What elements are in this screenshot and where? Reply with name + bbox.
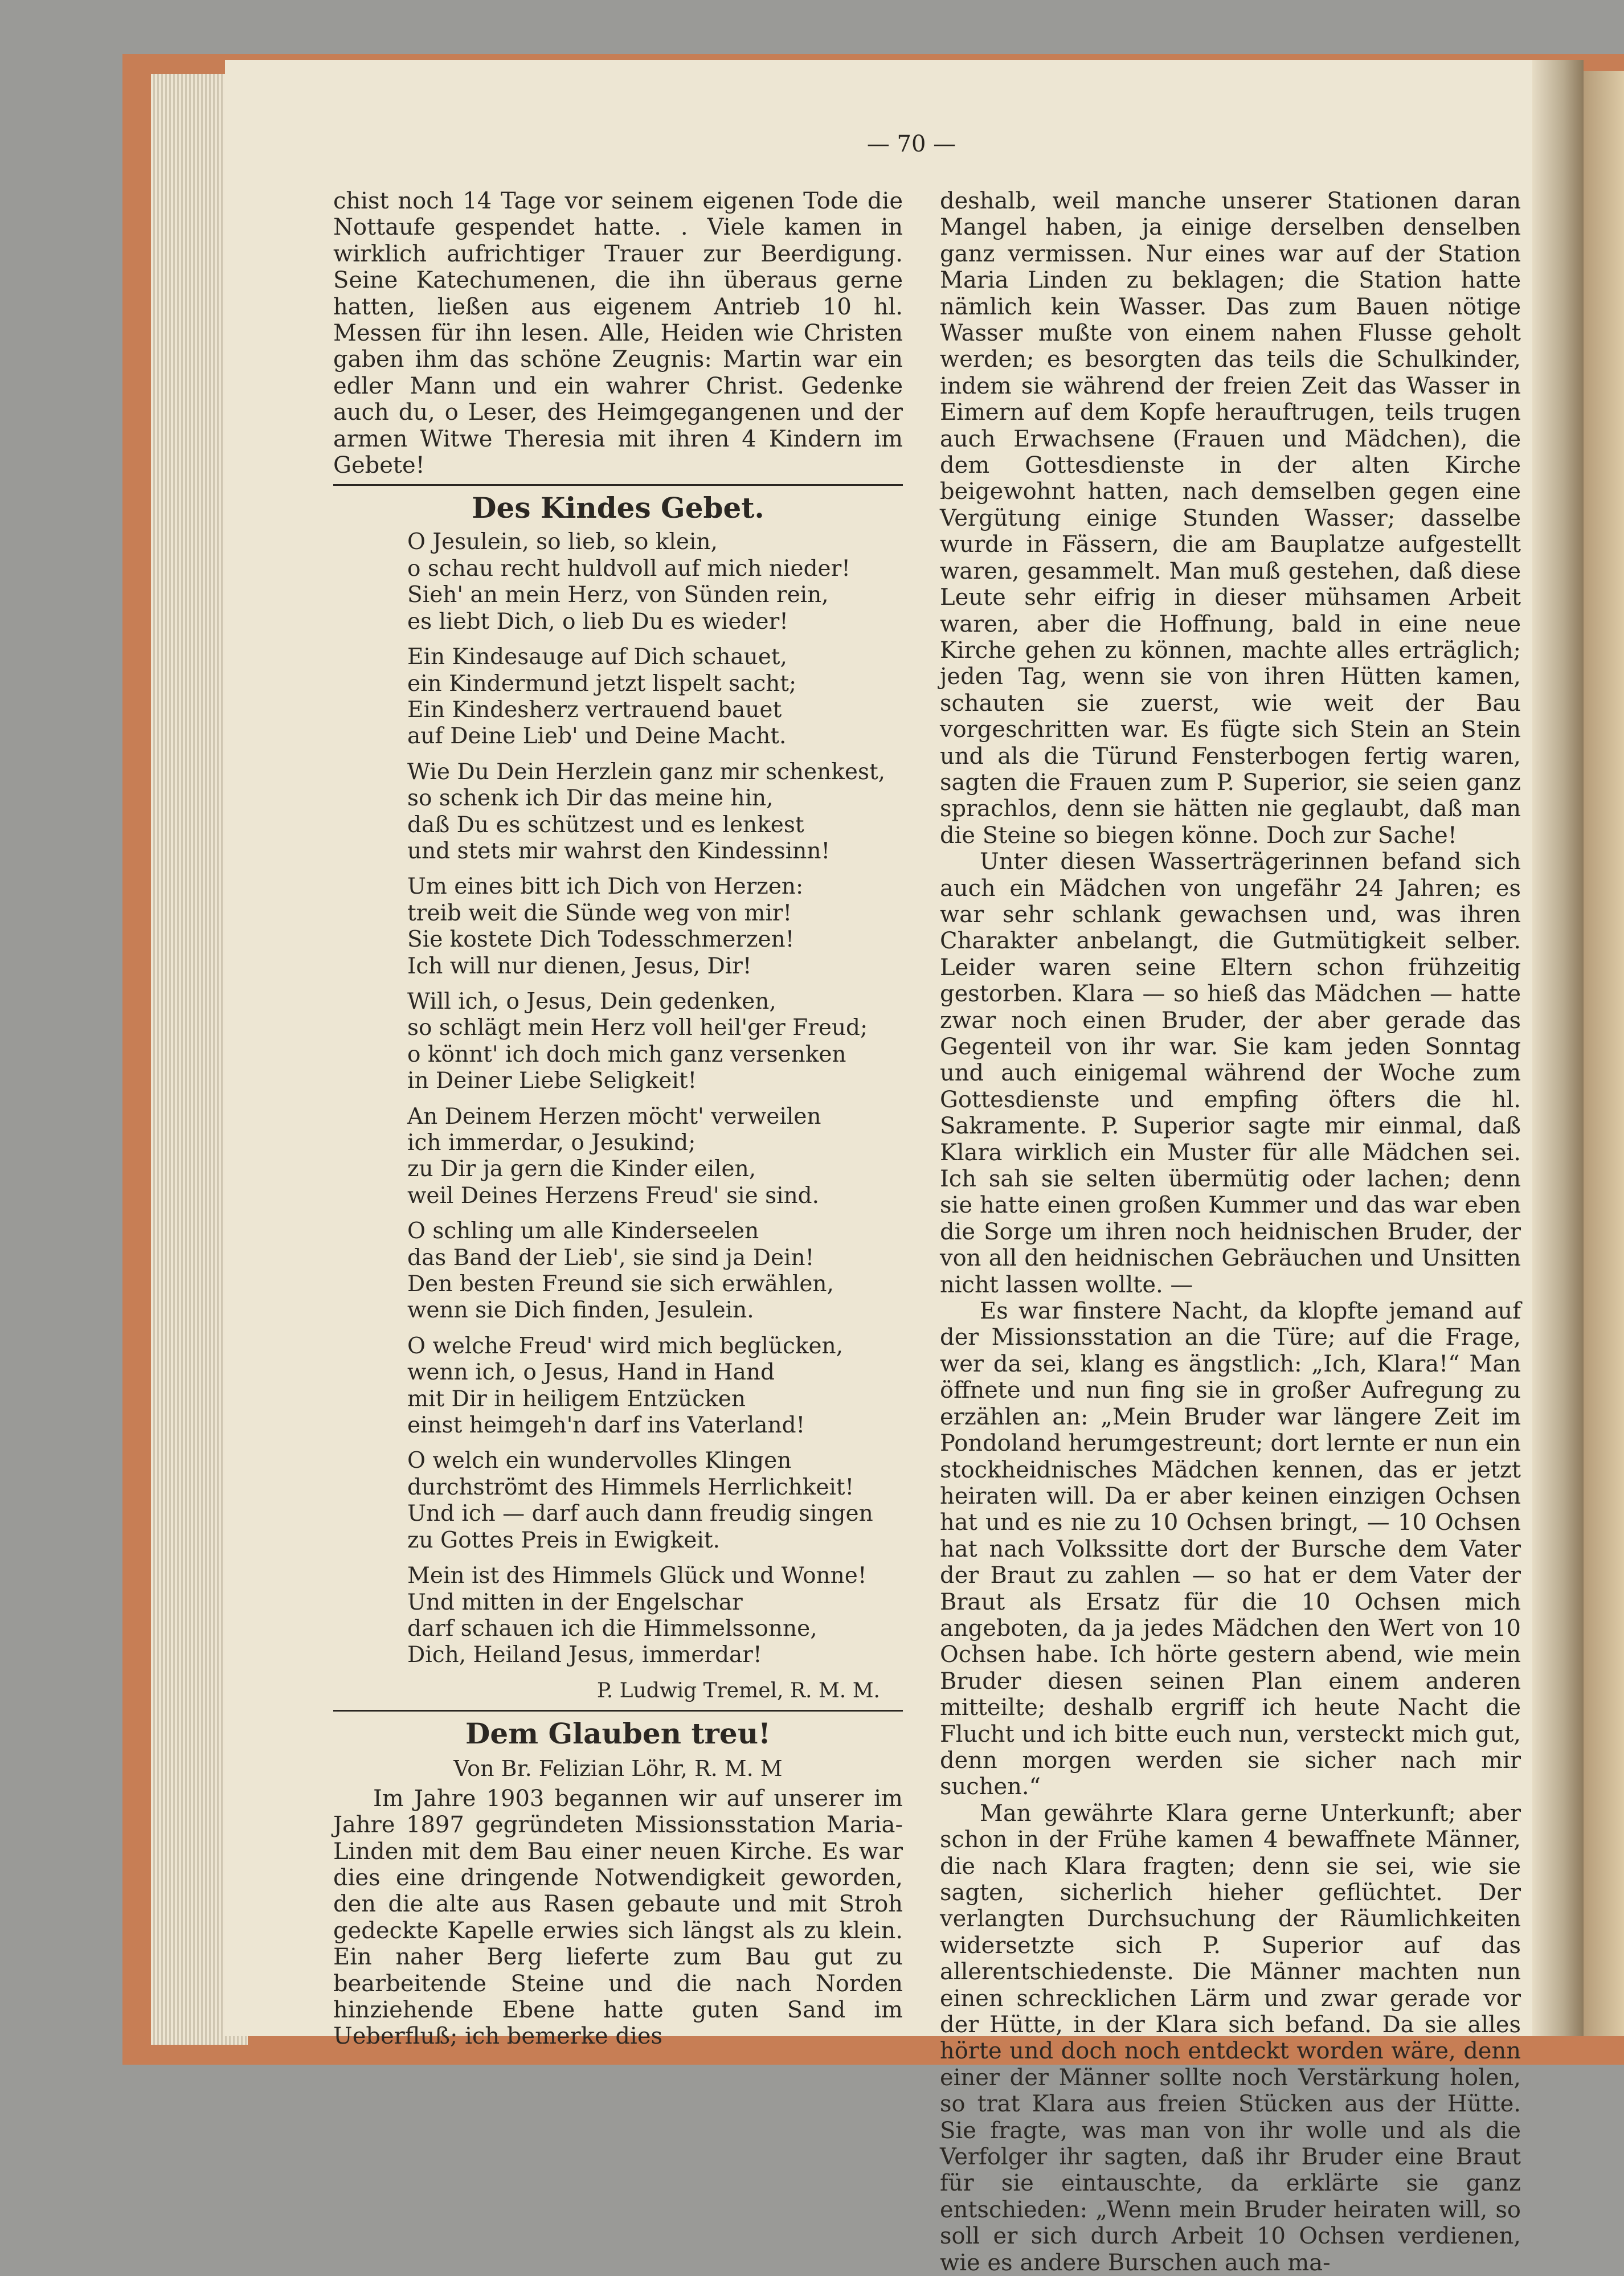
- poem-line: An Deinem Herzen möcht' verweilen: [407, 1103, 821, 1129]
- section-divider: [333, 1710, 903, 1712]
- poem-line: Und ich — darf auch dann freudig singen: [407, 1501, 873, 1527]
- poem-stanza: [407, 529, 903, 635]
- poem-stanza: [407, 1563, 903, 1669]
- page-number: — 70 —: [866, 131, 956, 157]
- poem-stanza: [407, 759, 903, 865]
- poem-line: so schenk ich Dir das meine hin,: [407, 785, 774, 812]
- poem-stanza: [407, 989, 903, 1095]
- poem-line: Den besten Freund sie sich erwählen,: [407, 1271, 834, 1297]
- poem-line: wenn ich, o Jesus, Hand in Hand: [407, 1360, 775, 1386]
- poem-line: O Jesulein, so lieb, so klein,: [407, 529, 718, 555]
- poem-line: daß Du es schützest und es lenkest: [407, 812, 804, 838]
- poem-signature: P. Ludwig Tremel, R. M. M.: [596, 1679, 880, 1702]
- poem-line: Dich, Heiland Jesus, immerdar!: [407, 1642, 762, 1668]
- poem-line: O welche Freud' wird mich beglücken,: [407, 1333, 844, 1359]
- article-title: Dem Glauben treu!: [465, 1716, 771, 1750]
- poem-line: o schau recht huldvoll auf mich nieder!: [407, 555, 850, 582]
- poem-line: es liebt Dich, o lieb Du es wieder!: [407, 608, 788, 635]
- poem-line: O welch ein wundervolles Klingen: [407, 1448, 792, 1474]
- left-column: [333, 188, 903, 2050]
- article-byline: Von Br. Felizian Löhr, R. M. M: [453, 1755, 783, 1781]
- poem-line: Wie Du Dein Herzlein ganz mir schenkest,: [407, 759, 886, 785]
- article-paragraph: Im Jahre 1903 begannen wir auf unserer im Jahre 1897 gegründeten Missionsstation Maria-Linden mit dem Bau einer neuen Kirche. Es war dies eine dringende Notwendigkeit geworden, den die alte aus Rasen gebaute und mit Stroh gedeckte Kapelle erwies sich längst als zu klein. Ein naher Berg lieferte zum Bau gut zu bearbeitende Steine und die nach Norden hinziehende Ebene hatte guten Sand im Ueberfluß; ich bemerke dies: [333, 1785, 903, 2050]
- article-paragraph: Es war finstere Nacht, da klopfte jemand auf der Missionsstation an die Türe; auf die Frage, wer da sei, klang es ängstlich: „Ich, Klara!“ Man öffnete und nun fing sie in großer Aufregung zu erzählen an: „Mein Bruder war längere Zeit im Pondoland herumgestreunt; dort lernte er nun ein stockheidnisches Mädchen kennen, das er jetzt heiraten will. Da er aber keinen einzigen Ochsen hat und es nie zu 10 Ochsen bringt, — 10 Ochsen hat nach Volkssitte dort der Bursche dem Vater der Braut zu zahlen — so hat er dem Vater der Braut als Ersatz für die 10 Ochsen mich angeboten, da ja jedes Mädchen den Wert von 10 Ochsen habe. Ich hörte gestern abend, wie mein Bruder diesen seinen Plan einem anderen mitteilte; deshalb ergriff ich heute Nacht die Flucht und ich bitte euch nun, versteckt mich gut, denn morgen werden sie sicher nach mir suchen.“: [940, 1298, 1521, 1800]
- poem-line: weil Deines Herzens Freud' sie sind.: [407, 1182, 820, 1209]
- obituary-paragraph: chist noch 14 Tage vor seinem eigenen Tode die Nottaufe gespendet hatte. . Viele kamen in wirklich aufrichtiger Trauer zur Beerdigung. Seine Katechumenen, die ihn überaus gerne hatten, ließen aus eigenem Antrieb 10 hl. Messen für ihn lesen. Alle, Heiden wie Christen gaben ihm das schöne Zeugnis: Martin war ein edler Mann und ein wahrer Christ. Gedenke auch du, o Leser, des Heimgegangenen und der armen Witwe Theresia mit ihren 4 Kindern im Gebete!: [333, 188, 903, 479]
- poem-line: Ein Kindesherz vertrauend bauet: [407, 697, 782, 723]
- poem-line: Sie kostete Dich Todesschmerzen!: [407, 927, 795, 953]
- poem-line: O schling um alle Kinderseelen: [407, 1218, 759, 1245]
- right-column: [940, 188, 1521, 2276]
- poem-line: durchströmt des Himmels Herrlichkeit!: [407, 1474, 854, 1500]
- poem-line: Und mitten in der Engelschar: [407, 1589, 743, 1615]
- poem-line: das Band der Lieb', sie sind ja Dein!: [407, 1245, 815, 1271]
- poem-line: Ein Kindesauge auf Dich schauet,: [407, 644, 787, 670]
- poem-line: ein Kindermund jetzt lispelt sacht;: [407, 670, 797, 697]
- facing-page-edge: [1584, 71, 1624, 2036]
- poem-line: ich immerdar, o Jesukind;: [407, 1130, 696, 1156]
- poem-line: Mein ist des Himmels Glück und Wonne!: [407, 1563, 867, 1589]
- article-paragraph: Unter diesen Wasserträgerinnen befand sich auch ein Mädchen von ungefähr 24 Jahren; es war sehr schlank gewachsen und, was ihren Charakter anbelangt, die Gutmütigkeit selber. Leider waren seine Eltern schon frühzeitig gestorben. Klara — so hieß das Mädchen — hatte zwar noch einen Bruder, der aber gerade das Gegenteil von ihr war. Sie kam jeden Sonntag und auch einigemal während der Woche zum Gottesdienste und empfing öfters die hl. Sakramente. P. Superior sagte mir einmal, daß Klara wirklich ein Muster für alle Mädchen sei. Ich sah sie selten übermütig oder lachen; denn sie hatte einen großen Kummer und das war eben die Sorge um ihren noch heidnischen Bruder, der von all den heidnischen Gebräuchen und Unsitten nicht lassen wollte. —: [940, 849, 1521, 1298]
- poem-line: treib weit die Sünde weg von mir!: [407, 900, 792, 926]
- poem-line: zu Gottes Preis in Ewigkeit.: [407, 1527, 720, 1553]
- poem-stanza: [407, 1333, 903, 1439]
- poem-line: Will ich, o Jesus, Dein gedenken,: [407, 988, 776, 1014]
- article-paragraph: deshalb, weil manche unserer Stationen daran Mangel haben, ja einige derselben denselben ganz vermissen. Nur eines war auf der Station Maria Linden zu beklagen; die Station hatte nämlich kein Wasser. Das zum Bauen nötige Wasser mußte von einem nahen Flusse geholt werden; es besorgten das teils die Schulkinder, indem sie während der freien Zeit das Wasser in Eimern auf dem Kopfe herauftrugen, teils trugen auch Erwachsene (Frauen und Mädchen), die dem Gottesdienste in der alten Kirche beigewohnt hatten, nach demselben gegen eine Vergütung einige Stunden Wasser; dasselbe wurde in Fässern, die am Bauplatze aufgestellt waren, gesammelt. Man muß gestehen, daß diese Leute sehr eifrig in dieser mühsamen Arbeit waren, aber die Hoffnung, bald in eine neue Kirche gehen zu können, machte alles erträglich; jeden Tag, wenn sie von ihren Hütten kamen, schauten sie zuerst, wie weit der Bau vorgeschritten war. Es fügte sich Stein an Stein und als die Türund Fensterbogen fertig waren, sagten die Frauen zum P. Superior, sie seien ganz sprachlos, denn sie hätten nie geglaubt, daß man die Steine so biegen könne. Doch zur Sache!: [940, 188, 1521, 849]
- poem-line: einst heimgeh'n darf ins Vaterland!: [407, 1413, 805, 1439]
- poem-stanza: [407, 1218, 903, 1324]
- poem-line: zu Dir ja gern die Kinder eilen,: [407, 1156, 756, 1182]
- poem-stanza: [407, 1448, 903, 1554]
- poem-line: Ich will nur dienen, Jesus, Dir!: [407, 953, 752, 979]
- poem-line: Um eines bitt ich Dich von Herzen:: [407, 874, 804, 900]
- poem-stanza: [407, 644, 903, 750]
- poem-line: und stets mir wahrst den Kindessinn!: [407, 838, 831, 864]
- poem-line: so schlägt mein Herz voll heil'ger Freud;: [407, 1015, 868, 1041]
- poem-line: Sieh' an mein Herz, von Sünden rein,: [407, 582, 829, 608]
- poem-stanza: [407, 874, 903, 980]
- poem-line: darf schauen ich die Himmelssonne,: [407, 1615, 817, 1641]
- page-gutter: [1532, 60, 1584, 2036]
- section-divider: [333, 484, 903, 486]
- article-paragraph: Man gewährte Klara gerne Unterkunft; aber schon in der Frühe kamen 4 bewaffnete Männer, die nach Klara fragten; denn sie sei, wie sie sagten, sicherlich hieher geflüchtet. Der verlangten Durchsuchung der Räumlichkeiten widersetzte sich P. Superior auf das allerentschiedenste. Die Männer machten nun einen schrecklichen Lärm und zwar gerade vor der Hütte, in der Klara sich befand. Da sie alles hörte und doch noch entdeckt worden wäre, denn einer der Männer sollte noch Verstärkung holen, so trat Klara aus freien Stücken aus der Hütte. Sie fragte, was man von ihr wolle und als die Verfolger ihr sagten, daß ihr Bruder eine Braut für sie eintauschte, da erklärte sie ganz entschieden: „Wenn mein Bruder heiraten will, so soll er sich durch Arbeit 10 Ochsen verdienen, wie es andere Burschen auch ma-: [940, 1800, 1521, 2276]
- poem-line: wenn sie Dich finden, Jesulein.: [407, 1297, 754, 1324]
- poem-stanza: [407, 1104, 903, 1210]
- poem-title: Des Kindes Gebet.: [472, 491, 764, 525]
- poem-line: auf Deine Lieb' und Deine Macht.: [407, 723, 787, 750]
- poem: [333, 529, 903, 1668]
- poem-line: in Deiner Liebe Seligkeit!: [407, 1068, 697, 1094]
- poem-line: o könnt' ich doch mich ganz versenken: [407, 1041, 846, 1067]
- poem-line: mit Dir in heiligem Entzücken: [407, 1386, 746, 1412]
